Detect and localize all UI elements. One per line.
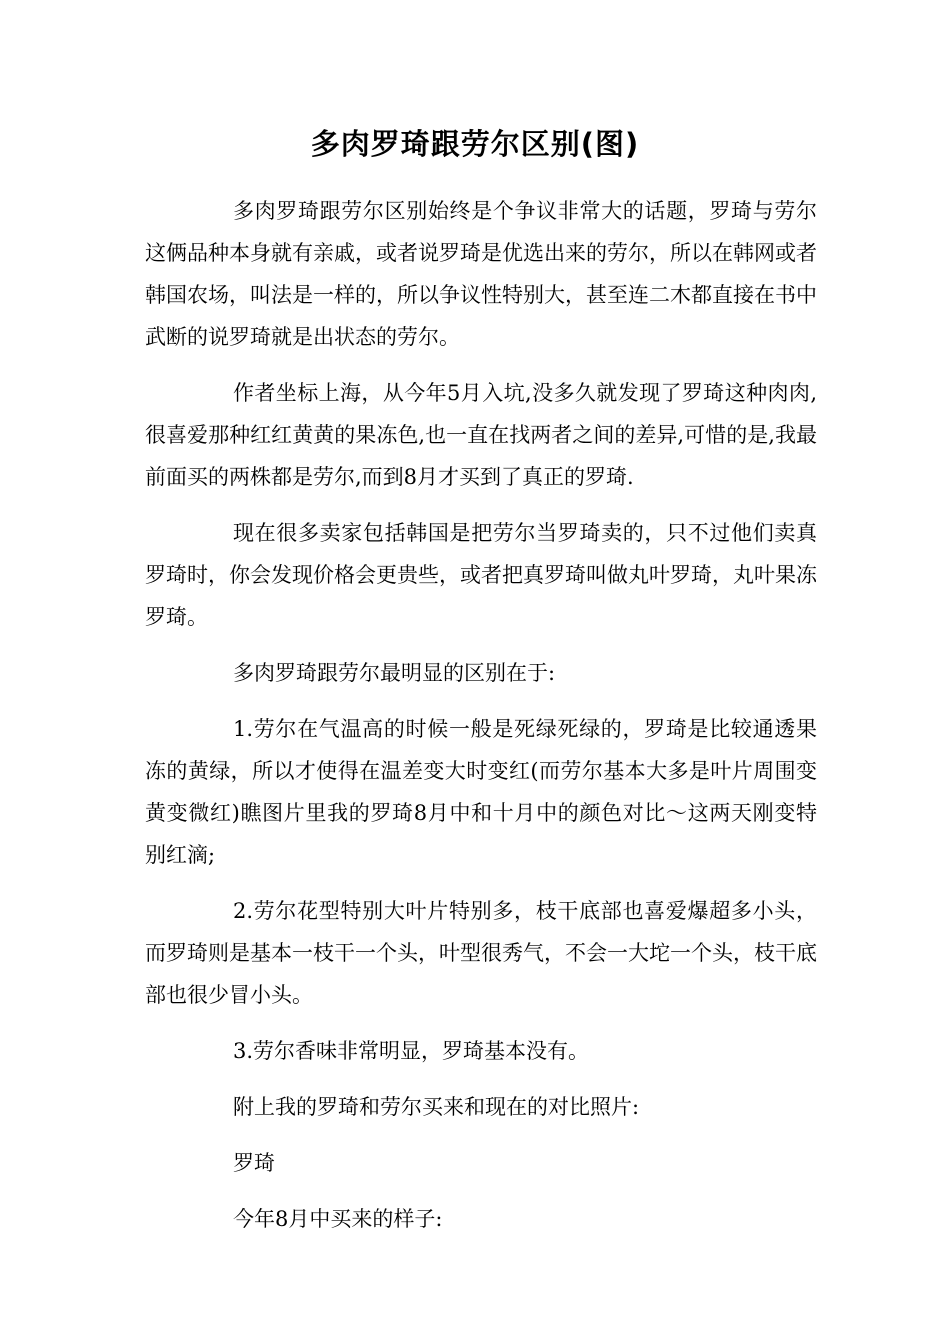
document-body [145,190,817,1254]
paragraph: 附上我的罗琦和劳尔买来和现在的对比照片: [233,1095,640,1119]
paragraph: 今年8月中买来的样子: [233,1207,443,1231]
paragraph: 罗琦 [233,1151,275,1175]
paragraph: 3.劳尔香味非常明显，罗琦基本没有。 [233,1039,590,1063]
paragraph: 现在很多卖家包括韩国是把劳尔当罗琦卖的，只不过他们卖真罗琦时，你会发现价格会更贵些，或者把真罗琦叫做丸叶罗琦，丸叶果冻罗琦。 [145,521,817,629]
document-title: 多肉罗琦跟劳尔区别(图) [310,127,640,161]
paragraph: 多肉罗琦跟劳尔区别始终是个争议非常大的话题，罗琦与劳尔这俩品种本身就有亲戚，或者说罗琦是优选出来的劳尔，所以在韩网或者韩国农场，叫法是一样的，所以争议性特别大，甚至连二木都直接在书中武断的说罗琦就是出状态的劳尔。 [145,199,817,349]
paragraph: 作者坐标上海，从今年5月入坑,没多久就发现了罗琦这种肉肉,很喜爱那种红红黄黄的果冻色,也一直在找两者之间的差异,可惜的是,我最前面买的两株都是劳尔,而到8月才买到了真正的罗琦. [145,381,817,489]
paragraph: 多肉罗琦跟劳尔最明显的区别在于: [233,661,556,685]
paragraph: 2.劳尔花型特别大叶片特别多，枝干底部也喜爱爆超多小头，而罗琦则是基本一枝干一个头，叶型很秀气，不会一大坨一个头，枝干底部也很少冒小头。 [145,899,817,1007]
paragraph: 1.劳尔在气温高的时候一般是死绿死绿的，罗琦是比较通透果冻的黄绿，所以才使得在温差变大时变红(而劳尔基本大多是叶片周围变黄变微红)瞧图片里我的罗琦8月中和十月中的颜色对比～这两天刚变特别红滴; [145,717,817,867]
